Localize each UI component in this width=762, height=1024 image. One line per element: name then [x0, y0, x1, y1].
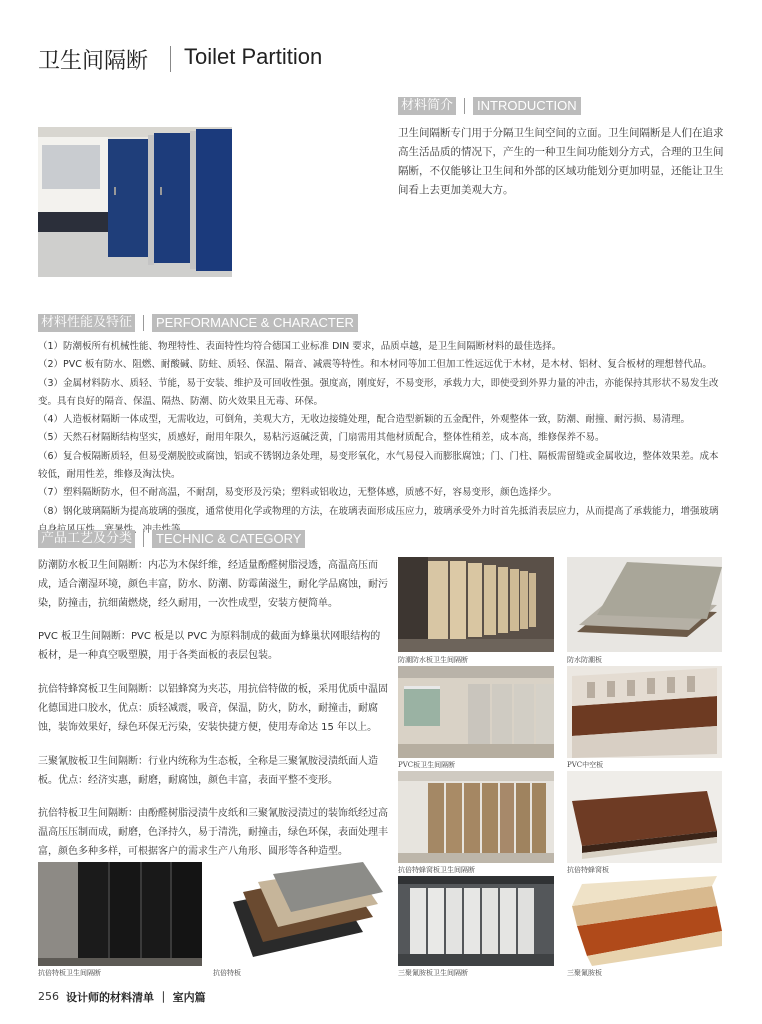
melamine-board-photo: [567, 876, 722, 966]
page-number: 256: [38, 990, 59, 1003]
list-item: （2）PVC 板有防水、阻燃、耐酸碱、防蛀、质轻、保温、隔音、减震等特性。和木材同等加工但加工性远远优于木材，是木材、铝材、复合板材的理想替代品。: [38, 359, 712, 371]
technic-paragraph: 抗倍特蜂窝板卫生间隔断：以铝蜂窝为夹芯，用抗倍特做的板，采用优质中温固化德国进口胶水，优点：质轻减震，吸音，保温，防火，防水，耐撞击，耐腐蚀，装饰效果好，绿色环保无污染，安装快捷方便，使用寿命达 15 年以上。: [38, 684, 388, 733]
book-title: 设计师的材料清单 ｜ 室内篇: [66, 991, 206, 1004]
moisture-partition-photo: [398, 557, 554, 652]
intro-heading-en: INTRODUCTION: [473, 97, 581, 115]
blue-partition-photo: [38, 127, 232, 277]
page-title-en: Toilet Partition: [184, 44, 323, 69]
technic-heading-en: TECHNIC & CATEGORY: [152, 530, 305, 548]
performance-heading: [38, 314, 358, 332]
list-item: （4）人造板材隔断一体成型，无需收边，可倒角，美观大方，无收边接缝处理，配合造型新颖的五金配件，外观整体一致，防潮、耐撞、耐污损、易清理。: [38, 414, 691, 426]
list-item: （1）防潮板所有机械性能、物理特性、表面特性均符合德国工业标准 DIN 要求，品质卓越，是卫生间隔断材料的最佳选择。: [38, 341, 562, 352]
photo-caption: 抗倍特蜂窝板: [567, 866, 609, 874]
technic-heading: [38, 530, 305, 548]
photo-caption: 抗倍特板: [213, 969, 241, 977]
intro-heading: [398, 97, 581, 115]
moisture-board-photo: [567, 557, 722, 652]
honeycomb-board-photo: [567, 771, 722, 863]
melamine-partition-photo: [398, 876, 554, 966]
photo-caption: PVC板卫生间隔断: [398, 761, 456, 769]
performance-heading-cn: 材料性能及特征: [38, 314, 135, 332]
title-divider: [170, 46, 171, 72]
photo-caption: 三聚氰胺板: [567, 969, 602, 977]
list-item: （3）金属材料防水、质轻、节能，易于安装、维护及可回收性强。强度高，刚度好，不易变形，承载力大，即使受到外界力量的冲击，亦能保持其形状不易发生改变。具有良好的隔音、保温、隔热、防潮、防火效果且无毒、环保。: [38, 377, 719, 407]
compact-partition-photo: [38, 862, 202, 966]
photo-caption: PVC中空板: [567, 761, 604, 769]
photo-caption: 抗倍特蜂窝板卫生间隔断: [398, 866, 475, 874]
photo-caption: 三聚氰胺板卫生间隔断: [398, 969, 468, 977]
heading-divider: [143, 315, 144, 331]
pvc-partition-photo: [398, 666, 554, 758]
heading-divider: [143, 531, 144, 547]
photo-caption: 防潮防水板卫生间隔断: [398, 656, 468, 664]
intro-text: 卫生间隔断专门用于分隔卫生间空间的立面。卫生间隔断是人们在追求高生活品质的情况下，产生的一种卫生间功能划分方式，合理的卫生间隔断，不仅能够让卫生间和外部的区域功能划分更加明显，还能让卫生间看上去更加美观大方。: [398, 127, 724, 196]
list-item: （5）天然石材隔断结构坚实，质感好，耐用年限久，易粘污返碱泛黄，门扇需用其他材质配合，整体性稍差，成本高，维修保养不易。: [38, 432, 605, 444]
technic-paragraph: 三聚氰胺板卫生间隔断：行业内统称为生态板，全称是三聚氰胺浸渍纸面人造板。优点：经济实惠，耐磨，耐腐蚀，颜色丰富，表面平整不变形。: [38, 756, 378, 786]
technic-paragraph: 抗倍特板卫生间隔断：由酚醛树脂浸渍牛皮纸和三聚氰胺浸渍过的装饰纸经过高温高压压制而成，耐磨，色泽持久，易于清洗，耐撞击，绿色环保，表面处理丰富，颜色多种多样，可根据客户的需求生产八角形、圆形等各种造型。: [38, 808, 388, 857]
page-title-cn: 卫生间隔断: [38, 49, 149, 74]
compact-board-photo: [213, 862, 387, 966]
technic-paragraph: 防潮防水板卫生间隔断：内芯为木保纤维，经适量酚醛树脂浸透，高温高压而成，适合潮湿环境，颜色丰富，防水、防潮、防霉菌滋生，耐化学品腐蚀，耐污染，防撞击，抗细菌燃烧，经久耐用，一次性成型，安装方便简单。: [38, 560, 388, 609]
pvc-hollow-board-photo: [567, 666, 722, 758]
heading-divider: [464, 98, 465, 114]
technic-paragraph: PVC 板卫生间隔断：PVC 板是以 PVC 为原料制成的截面为蜂巢状网眼结构的板材，是一种真空吸塑膜，用于各类面板的表层包装。: [38, 631, 381, 661]
list-item: （6）复合板隔断质轻，但易受潮脱胶或腐蚀，铝或不锈钢边条处理，易变形氧化，水气易侵入而膨胀腐蚀；门、门柱、隔板需留缝或金属收边，整体效果差。成本较低，耐用性差，维修及淘汰快。: [38, 450, 719, 481]
photo-caption: 防水防潮板: [567, 656, 602, 664]
performance-heading-en: PERFORMANCE & CHARACTER: [152, 314, 358, 332]
list-item: （7）塑料隔断防水，但不耐高温，不耐刮，易变形及污染；塑料或铝收边，无整体感，质感不好，容易变形，颜色选择少。: [38, 487, 558, 499]
performance-list: [38, 338, 726, 539]
photo-caption: 抗倍特板卫生间隔断: [38, 969, 101, 977]
intro-heading-cn: 材料简介: [398, 97, 456, 115]
list-item: （8）钢化玻璃隔断为提高玻璃的强度，通常使用化学或物理的方法，在玻璃表面形成压应力，玻璃承受外力时首先抵消表层应力，从而提高了承载能力，增强玻璃 性、寒暑性、冲击性等。: [38, 505, 719, 535]
honeycomb-partition-photo: [398, 771, 554, 863]
technic-heading-cn: 产品工艺及分类: [38, 530, 135, 548]
